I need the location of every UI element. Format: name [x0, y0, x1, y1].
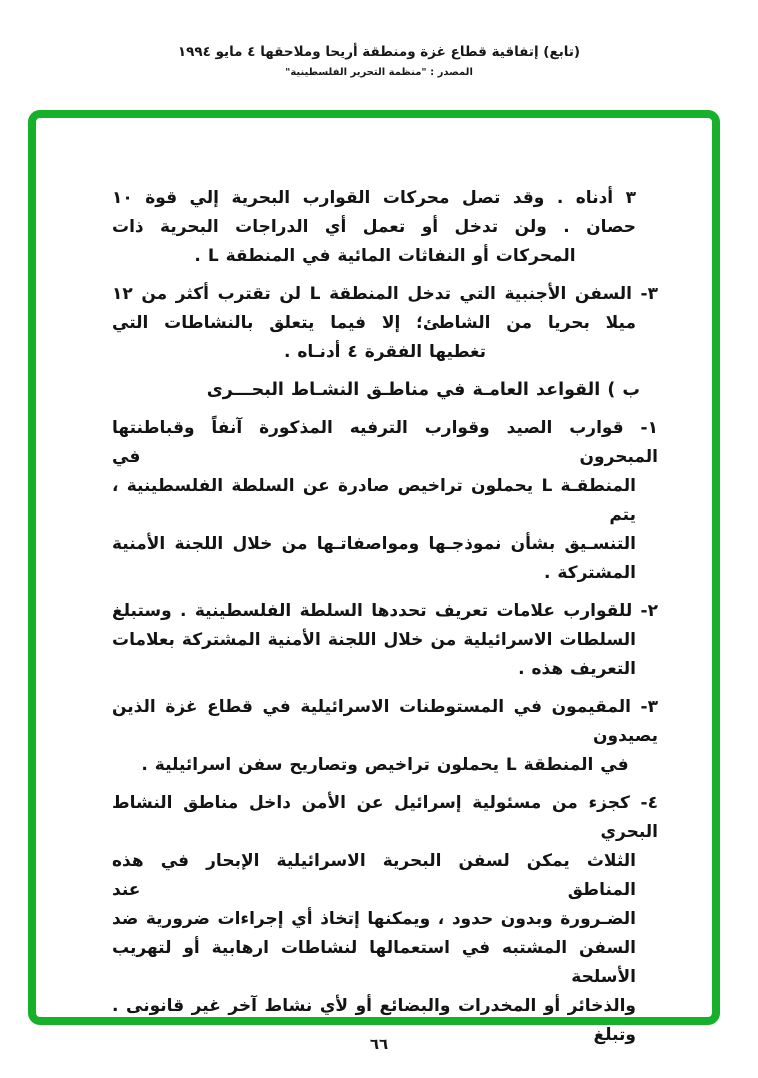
- text-line: المنطقـة L يحملون تراخيص صادرة عن السلطة الفلسطينية ، يتم: [112, 476, 637, 525]
- text-line: في المنطقة L يحملون تراخيص وتصاريح سفن اسرائيلية .: [141, 755, 629, 775]
- text-line: ١- قوارب الصيد وقوارب الترفيه المذكورة آنفاً وقباطنتها المبحرون في: [112, 418, 658, 467]
- text-line: الثلاث يمكن لسفن البحرية الاسرائيلية الإبحار في هذه المناطق عند: [112, 851, 636, 900]
- text-line: ٢- للقوارب علامات تعريف تحددها السلطة الفلسطينية . وستبلغ: [112, 601, 658, 621]
- text-line: ٣ أدناه . وقد تصل محركات القوارب البحرية إلي قوة ١٠: [112, 188, 636, 208]
- text-line: ٣- السفن الأجنبية التي تدخل المنطقة L لن تقترب أكثر من ١٢: [112, 284, 659, 304]
- text-line: ميلا بحريا من الشاطئ؛ إلا فيما يتعلق بالنشاطات التي: [112, 313, 636, 333]
- text-line: التعريف هذه .: [518, 659, 636, 679]
- text-line: التنسـيق بشأن نموذجـها ومواصفاتـها من خلال اللجنة الأمنية: [112, 534, 636, 554]
- text-line: والذخائر أو المخدرات والبضائع أو لأي نشاط آخر غير قانونى . وتبلغ: [112, 996, 636, 1045]
- text-line: المشتركة .: [544, 563, 636, 583]
- page-header: [0, 44, 758, 78]
- text-line: ب ) القواعد العامـة في مناطـق النشـاط البحـــرى: [206, 380, 640, 400]
- section-heading: [112, 376, 658, 405]
- paragraph: [112, 789, 658, 1050]
- text-line: الضـرورة وبدون حدود ، ويمكنها إتخاذ أي إجراءات ضرورية ضد: [112, 909, 636, 929]
- text-line: تغطيها الفقرة ٤ أدنـاه .: [283, 342, 487, 362]
- paragraph: [112, 414, 658, 588]
- text-line: السلطات الاسرائيلية من خلال اللجنة الأمنية المشتركة بعلامات: [112, 630, 636, 650]
- paragraph: [112, 184, 658, 271]
- paragraph: [112, 597, 658, 684]
- text-line: حصان . ولن تدخل أو تعمل أي الدراجات البحرية ذات: [112, 217, 636, 237]
- paragraph: [112, 693, 658, 780]
- text-line: ٤- كجزء من مسئولية إسرائيل عن الأمن داخل مناطق النشاط البحري: [112, 793, 658, 842]
- text-line: السفن المشتبه في استعمالها لنشاطات ارهابية أو لتهريب الأسلحة: [112, 938, 636, 987]
- page-number: ٦٦: [369, 1035, 389, 1053]
- document-title: (تابع) إتفاقية قطاع غزة ومنطقة أريحا وملاحقها ٤ مايو ١٩٩٤: [177, 44, 581, 60]
- document-source: المصدر : "منظمة التحرير الفلسطينية": [285, 67, 473, 78]
- paragraph: [112, 280, 658, 367]
- text-line: ٣- المقيمون في المستوطنات الاسرائيلية في قطاع غزة الذين يصيدون: [112, 697, 658, 746]
- text-line: المحركات أو النفاثات المائية في المنطقة L .: [194, 246, 576, 266]
- document-body: [36, 118, 712, 1050]
